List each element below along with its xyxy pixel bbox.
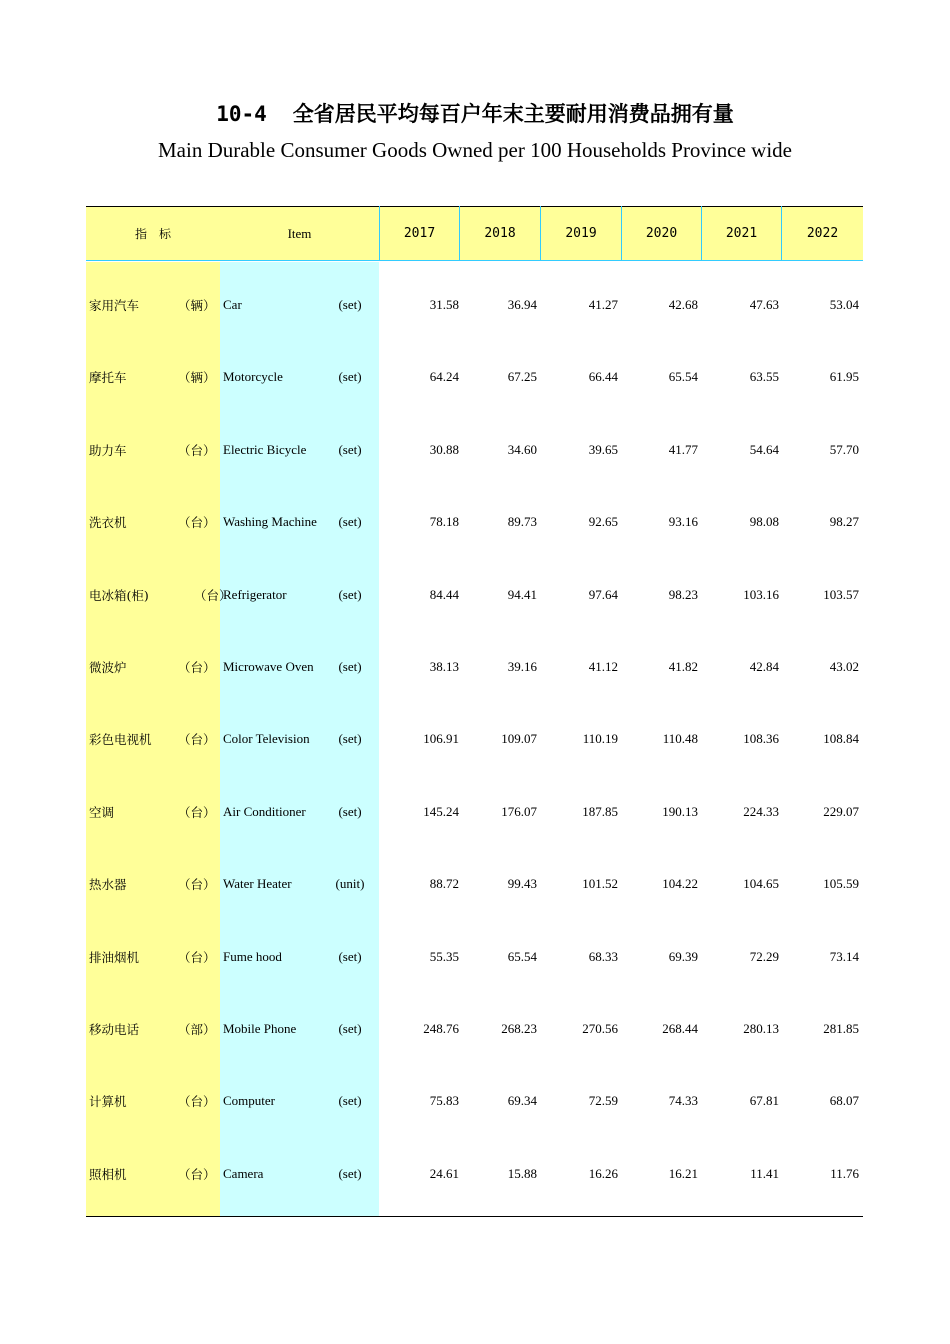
item-unit-cn: （台）: [178, 660, 216, 675]
value-2021: 11.41: [750, 1165, 779, 1181]
value-2020: 74.33: [668, 1093, 698, 1109]
table-row: [86, 341, 863, 413]
item-name-en: Car: [223, 297, 242, 312]
item-name-cn: 电冰箱(柜): [89, 587, 149, 603]
item-name-en: Electric Bicycle: [223, 441, 307, 457]
value-2020: 268.44: [662, 1021, 698, 1036]
table-row: [86, 921, 863, 993]
value-2018: 109.07: [501, 731, 537, 747]
table-title-chinese: [0, 98, 950, 128]
value-2018: 67.25: [507, 369, 537, 385]
item-name-en: Camera: [223, 1165, 264, 1181]
value-2021: 72.29: [749, 948, 779, 964]
value-2017: 24.61: [429, 1165, 459, 1181]
table-title-english: Main Durable Consumer Goods Owned per 100 Households Province wide: [158, 138, 792, 162]
value-2022: 73.14: [829, 948, 859, 964]
value-2017: 84.44: [429, 586, 459, 602]
table-row: [86, 848, 863, 920]
item-name-cn: 照相机: [89, 1166, 127, 1182]
item-unit-en: (set): [338, 731, 362, 747]
header-year-2022: 2022: [781, 206, 863, 261]
value-2018: 94.41: [507, 586, 537, 602]
value-2017: 248.76: [423, 1021, 459, 1036]
value-2017: 88.72: [429, 876, 459, 892]
durable-goods-table: [86, 206, 863, 1218]
value-2018: 34.60: [507, 441, 537, 457]
table-row: [86, 269, 863, 341]
value-2018: 39.16: [507, 659, 537, 674]
value-2017: 30.88: [429, 441, 459, 457]
item-name-cn: 空调: [89, 804, 115, 820]
table-row: [86, 703, 863, 775]
value-2021: 224.33: [743, 803, 779, 819]
value-2021: 280.13: [743, 1021, 779, 1036]
item-name-cn: 家用汽车: [89, 298, 140, 313]
item-name-cn: 热水器: [89, 877, 127, 893]
item-unit-en: (set): [338, 803, 362, 819]
value-2021: 103.16: [743, 586, 779, 602]
item-unit-cn: （台）: [178, 732, 216, 748]
table-row: [86, 1065, 863, 1137]
item-unit-cn: （台）: [178, 442, 216, 458]
value-2018: 89.73: [507, 514, 537, 530]
value-2020: 98.23: [668, 586, 698, 602]
value-2017: 75.83: [429, 1093, 459, 1109]
value-2022: 53.04: [829, 297, 859, 312]
value-2019: 41.12: [588, 659, 618, 674]
value-2021: 63.55: [749, 369, 779, 385]
value-2017: 106.91: [423, 731, 459, 747]
value-2020: 69.39: [668, 948, 698, 964]
table-row: [86, 1138, 863, 1210]
header-year-2019: 2019: [540, 206, 621, 261]
item-unit-cn: （台）: [194, 587, 232, 603]
item-name-en: Motorcycle: [223, 369, 283, 385]
value-2022: 105.59: [823, 876, 859, 892]
value-2018: 268.23: [501, 1021, 537, 1036]
value-2020: 16.21: [668, 1165, 698, 1181]
value-2021: 98.08: [749, 514, 779, 530]
item-unit-cn: （台）: [178, 515, 216, 531]
value-2020: 41.82: [668, 659, 698, 674]
value-2022: 103.57: [823, 586, 859, 602]
table-bottom-rule: [86, 1216, 863, 1217]
value-2019: 110.19: [582, 731, 618, 747]
value-2019: 16.26: [588, 1165, 618, 1181]
item-name-cn: 洗衣机: [89, 515, 127, 531]
value-2021: 104.65: [743, 876, 779, 892]
item-name-en: Fume hood: [223, 948, 282, 964]
value-2019: 68.33: [588, 948, 618, 964]
value-2022: 61.95: [829, 369, 859, 385]
value-2017: 78.18: [429, 514, 459, 530]
table-row: [86, 631, 863, 703]
table-title-cn-text: 全省居民平均每百户年末主要耐用消费品拥有量: [292, 102, 734, 126]
item-name-cn: 微波炉: [89, 660, 127, 675]
value-2022: 98.27: [829, 514, 859, 530]
value-2018: 69.34: [507, 1093, 537, 1109]
value-2020: 65.54: [668, 369, 698, 385]
value-2019: 97.64: [588, 586, 618, 602]
table-row: [86, 993, 863, 1065]
value-2018: 99.43: [507, 876, 537, 892]
item-name-cn: 移动电话: [89, 1022, 140, 1037]
table-row: [86, 486, 863, 558]
item-unit-cn: （台）: [178, 1166, 216, 1182]
value-2020: 42.68: [668, 297, 698, 312]
value-2019: 270.56: [582, 1021, 618, 1036]
value-2020: 41.77: [668, 441, 698, 457]
value-2018: 65.54: [507, 948, 537, 964]
item-unit-en: (set): [338, 1165, 362, 1181]
item-unit-cn: （辆）: [178, 370, 216, 386]
value-2019: 187.85: [582, 803, 618, 819]
value-2022: 11.76: [830, 1165, 859, 1181]
value-2019: 41.27: [588, 297, 618, 312]
value-2022: 57.70: [829, 441, 859, 457]
header-indicator: 指 标: [134, 227, 171, 241]
item-unit-cn: （台）: [178, 877, 216, 893]
value-2018: 36.94: [507, 297, 537, 312]
value-2022: 43.02: [829, 659, 859, 674]
header-item: Item: [287, 225, 312, 241]
item-unit-cn: （台）: [178, 1094, 216, 1110]
table-row: [86, 414, 863, 486]
value-2020: 110.48: [662, 731, 698, 747]
item-name-en: Mobile Phone: [223, 1021, 297, 1036]
item-unit-en: (set): [338, 369, 362, 385]
value-2022: 68.07: [829, 1093, 859, 1109]
value-2022: 108.84: [823, 731, 859, 747]
value-2017: 31.58: [429, 297, 459, 312]
item-name-en: Computer: [223, 1093, 275, 1109]
value-2017: 55.35: [429, 948, 459, 964]
value-2018: 15.88: [507, 1165, 537, 1181]
item-unit-cn: （台）: [178, 804, 216, 820]
table-row: [86, 776, 863, 848]
value-2019: 72.59: [588, 1093, 618, 1109]
item-unit-cn: （辆）: [178, 298, 216, 313]
item-name-en: Water Heater: [223, 876, 292, 892]
item-name-en: Air Conditioner: [223, 803, 306, 819]
header-year-2017: 2017: [379, 206, 459, 261]
value-2019: 66.44: [588, 369, 618, 385]
item-unit-en: (set): [338, 441, 362, 457]
value-2021: 54.64: [749, 441, 779, 457]
item-unit-en: (set): [338, 586, 362, 602]
item-unit-en: (set): [338, 1093, 362, 1109]
item-name-cn: 彩色电视机: [89, 732, 152, 748]
value-2021: 47.63: [749, 297, 779, 312]
table-row: [86, 559, 863, 631]
item-name-en: Washing Machine: [223, 514, 317, 530]
item-name-cn: 排油烟机: [89, 949, 140, 965]
value-2017: 145.24: [423, 803, 459, 819]
value-2021: 108.36: [743, 731, 779, 747]
table-number: 10-4: [216, 102, 267, 126]
value-2018: 176.07: [501, 803, 537, 819]
item-unit-en: (unit): [335, 876, 365, 892]
value-2020: 190.13: [662, 803, 698, 819]
value-2019: 101.52: [582, 876, 618, 892]
value-2021: 67.81: [749, 1093, 779, 1109]
header-year-2018: 2018: [459, 206, 540, 261]
item-name-cn: 助力车: [89, 442, 127, 458]
item-name-cn: 摩托车: [89, 370, 127, 386]
item-unit-en: (set): [338, 514, 362, 530]
value-2022: 281.85: [823, 1021, 859, 1036]
item-unit-en: (set): [338, 948, 362, 964]
item-name-en: Color Television: [223, 731, 310, 747]
item-unit-en: (set): [338, 659, 362, 674]
item-name-en: Microwave Oven: [223, 659, 314, 674]
value-2020: 104.22: [662, 876, 698, 892]
value-2022: 229.07: [823, 803, 859, 819]
item-name-cn: 计算机: [89, 1094, 127, 1110]
item-unit-en: (set): [338, 297, 362, 312]
item-unit-cn: （部）: [178, 1022, 216, 1037]
value-2021: 42.84: [749, 659, 779, 674]
value-2019: 39.65: [588, 441, 618, 457]
item-name-en: Refrigerator: [223, 586, 287, 602]
header-year-2021: 2021: [701, 206, 781, 261]
header-year-2020: 2020: [621, 206, 701, 261]
item-unit-cn: （台）: [178, 949, 216, 965]
value-2020: 93.16: [668, 514, 698, 530]
item-unit-en: (set): [338, 1021, 362, 1036]
value-2017: 64.24: [429, 369, 459, 385]
value-2017: 38.13: [429, 659, 459, 674]
value-2019: 92.65: [588, 514, 618, 530]
